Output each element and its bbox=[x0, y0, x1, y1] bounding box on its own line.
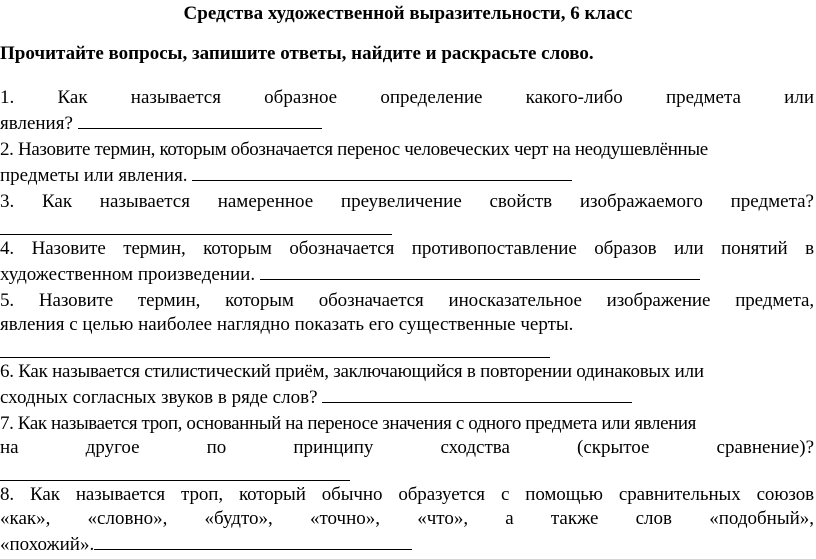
question-4-text-end: художественном произведении. bbox=[0, 264, 256, 285]
question-4-line-1: 4. Назовите термин, которым обозначается противопоставление образов или понятий в bbox=[0, 238, 814, 259]
answer-blank-1[interactable] bbox=[78, 110, 322, 129]
question-4 bbox=[0, 237, 814, 287]
question-3 bbox=[0, 190, 814, 235]
question-2 bbox=[0, 138, 814, 188]
answer-blank-3[interactable] bbox=[0, 214, 392, 235]
answer-blank-6[interactable] bbox=[322, 384, 632, 403]
question-6-line-1: 6. Как называется стилистический приём, заключающийся в повторении одинаковых или bbox=[0, 361, 704, 382]
question-8 bbox=[0, 483, 814, 557]
question-5-line-2: явления с целью наиболее наглядно показать его существенные черты. bbox=[0, 314, 574, 335]
instruction-text: Прочитайте вопросы, запишите ответы, найдите и раскрасьте слово. bbox=[0, 43, 594, 64]
question-2-line-1: 2. Назовите термин, которым обозначается перенос человеческих черт на неодушевлённые bbox=[0, 139, 708, 160]
answer-blank-2[interactable] bbox=[192, 162, 572, 181]
answer-blank-8[interactable] bbox=[94, 531, 412, 550]
question-5-line-1: 5. Назовите термин, которым обозначается иносказательное изображение предмета, bbox=[0, 290, 814, 311]
answer-blank-7[interactable] bbox=[0, 460, 350, 481]
question-1-line-1: 1. Как называется образное определение какого-либо предмета или bbox=[0, 87, 814, 108]
question-1-line-2 bbox=[0, 110, 814, 136]
question-5 bbox=[0, 289, 814, 358]
question-3-line-1: 3. Как называется намеренное преувеличение свойств изображаемого предмета? bbox=[0, 191, 814, 212]
answer-blank-5[interactable] bbox=[0, 337, 550, 358]
question-1 bbox=[0, 86, 814, 136]
question-6-text-end: сходных согласных звуков в ряде слов? bbox=[0, 387, 318, 408]
question-4-line-2 bbox=[0, 261, 814, 287]
question-8-text-end: «похожий». bbox=[0, 534, 95, 555]
worksheet-title: Средства художественной выразительности, 6 класс bbox=[183, 3, 633, 24]
answer-blank-4[interactable] bbox=[260, 261, 700, 280]
question-2-line-2 bbox=[0, 162, 814, 188]
question-7-line-1: 7. Как называется троп, основанный на переносе значения с одного предмета или явления bbox=[0, 413, 696, 434]
question-8-line-1: 8. Как называется троп, который обычно образуется с помощью сравнительных союзов bbox=[0, 484, 814, 505]
question-list bbox=[0, 86, 814, 559]
question-6 bbox=[0, 360, 814, 410]
question-8-line-2: «как», «словно», «будто», «точно», «что», а также слов «подобный», bbox=[0, 508, 814, 529]
question-7-line-2: на другое по принципу сходства (скрытое сравнение)? bbox=[0, 437, 814, 458]
question-7 bbox=[0, 412, 814, 481]
question-6-line-2 bbox=[0, 384, 814, 410]
question-8-line-3 bbox=[0, 531, 814, 557]
question-2-text-end: предметы или явления. bbox=[0, 165, 188, 186]
question-1-text-end: явления? bbox=[0, 113, 73, 134]
